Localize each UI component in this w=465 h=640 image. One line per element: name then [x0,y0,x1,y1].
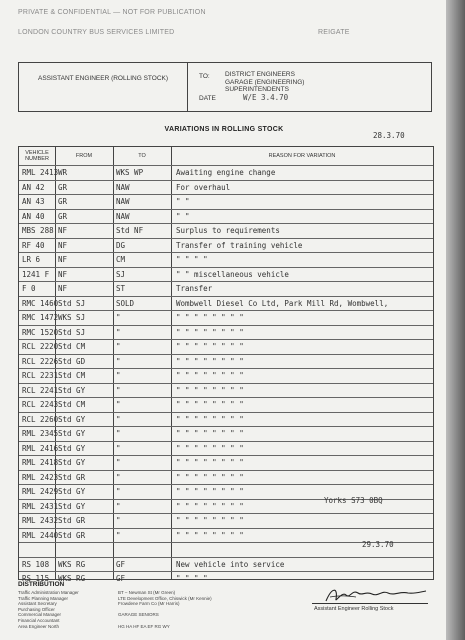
col-header-reason: REASON FOR VARIATION [268,153,336,159]
cell-vehicle: 1241 F [22,269,50,279]
company-name: LONDON COUNTRY BUS SERVICES LIMITED [18,29,175,36]
table-row [19,267,433,283]
cell-to: " [116,400,121,409]
table-row [19,441,433,457]
address-continuation: Yorks S73 0BQ [324,496,383,505]
col-header-vehicle: VEHICLE NUMBER [25,150,49,162]
table-row [19,571,433,586]
cell-to: " [116,501,121,511]
cell-from: Std GY [58,458,86,467]
cell-reason: " " " " " " " " [176,501,244,511]
cell-vehicle: RCL 2243 [22,400,59,409]
cell-from: Std GD [58,356,86,366]
cell-from: Std GY [58,414,86,424]
cell-from: GR [58,197,68,206]
table-row [19,194,433,210]
col-header-to: TO [138,153,146,159]
cell-to: NAW [116,197,130,206]
handwritten-date-lower: 29.3.70 [362,540,394,549]
cell-reason: " " " " " " " " [176,530,244,540]
table-header-row [19,147,433,166]
cell-vehicle: AN 42 [22,182,45,192]
cell-to: " [116,458,121,467]
cell-to: " [116,313,121,322]
cell-reason: " " " " " " " " [176,313,244,322]
col-header-from: FROM [75,153,93,159]
handwritten-date: 28.3.70 [373,131,405,140]
cell-from: Std SJ [58,298,86,308]
cell-from: NF [58,284,68,293]
cell-reason: " " [176,211,190,221]
table-row [19,238,433,254]
distribution-item: Traffic Planning Manager [18,595,69,601]
cell-to: GF [116,574,126,583]
table-row [19,383,433,399]
cell-to: " [116,443,121,453]
cell-vehicle: RML 2440 [22,530,59,540]
cell-reason: " " " " " " " " [176,414,244,424]
memo-to-line: DISTRICT ENGINEERS [225,71,295,78]
cell-vehicle: RCL 2226 [22,356,59,366]
table-row [19,310,433,326]
cell-reason: Transfer [176,284,213,293]
table-row [19,281,433,297]
cell-vehicle: RML 2432 [22,516,59,525]
distribution-item: Frowdene Farm Co (Mr Harris) [118,601,180,607]
cell-vehicle: RML 2345 [22,429,59,438]
cell-from: NF [58,255,68,264]
cell-reason: " " " " [176,255,208,264]
cell-to: SJ [116,269,126,279]
cell-from: NF [58,269,68,279]
cell-from: WR [58,168,68,177]
cell-vehicle: RF 40 [22,240,45,250]
memo-from: ASSISTANT ENGINEER (ROLLING STOCK) [37,75,169,82]
location: REIGATE [318,29,350,36]
cell-reason: " " " " " " " " [176,385,244,395]
cell-to: WKS WP [116,168,144,177]
signature-caption: Assistant Engineer Rolling Stock [314,606,394,612]
table-row [19,397,433,413]
cell-reason: Awaiting engine change [176,168,276,177]
table-row [19,252,433,268]
cell-to: ST [116,284,126,293]
signature-line [312,603,428,604]
cell-reason: New vehicle into service [176,559,285,569]
cell-reason: " " miscellaneous vehicle [176,269,289,279]
cell-to: " [116,487,121,496]
cell-from: Std SJ [58,327,86,337]
table-row [19,339,433,355]
cell-vehicle: RMC 1472 [22,313,59,322]
distribution-item: Traffic Administration Manager [18,590,79,595]
cell-from: Std GY [58,429,86,438]
distribution-item: HG HA HF EA EF RG WY [118,623,170,629]
cell-from: GR [58,182,68,192]
cell-vehicle: AN 43 [22,197,45,206]
cell-from: Std GY [58,443,86,453]
cell-to: GF [116,559,126,569]
distribution-title: DISTRIBUTION [18,581,65,588]
cell-to: " [116,414,121,424]
cell-to: " [116,516,121,525]
cell-reason: Wombwell Diesel Co Ltd, Park Mill Rd, Wombwell, [176,298,389,308]
cell-from: Std GR [58,530,86,540]
cell-reason: " " " " " " " " [176,443,244,453]
cell-to: CM [116,255,126,264]
cell-from: Std CM [58,400,86,409]
distribution-item: Assistant Secretary [18,601,57,607]
distribution-list-left [18,590,79,629]
distribution-item: Area Engineer North [18,623,60,629]
memo-date-label: DATE [199,95,216,102]
cell-reason: " " " " " " " " [176,356,244,366]
page-title: VARIATIONS IN ROLLING STOCK [164,126,284,133]
table-row [19,165,433,181]
distribution-item: LTE Development Office, Chiswick (Mr Kennie) [118,595,212,601]
table-row [19,368,433,384]
cell-to: " [116,385,121,395]
cell-from: Std CM [58,371,86,380]
cell-to: " [116,342,121,351]
table-row [19,557,433,573]
signature [322,585,428,605]
cell-vehicle: RMC 1460 [22,298,59,308]
table-row [19,296,433,312]
cell-from: WKS RG [58,574,86,583]
cell-reason: Transfer of training vehicle [176,240,303,250]
cell-to: NAW [116,211,130,221]
memo-to-line: SUPERINTENDENTS [225,86,289,93]
cell-reason: " " " " " " " " [176,487,244,496]
cell-vehicle: RML 2413 [22,168,59,177]
cell-vehicle: MBS 288 [22,226,54,235]
cell-vehicle: RMC 1520 [22,327,59,337]
table-row [19,412,433,428]
table-row [19,354,433,370]
cell-reason: " " " " [176,574,208,583]
table-row [19,470,433,486]
cell-reason: " " " " " " " " [176,327,244,337]
cell-vehicle: RCL 2260 [22,414,59,424]
cell-from: NF [58,240,68,250]
cell-vehicle: AN 40 [22,211,45,221]
cell-to: " [116,327,121,337]
table-row [19,426,433,442]
table-row [19,455,433,471]
memo-header [18,62,432,112]
cell-vehicle: RS 115 [22,574,50,583]
cell-from: NF [58,226,68,235]
cell-from: WKS RG [58,559,86,569]
cell-reason: " " [176,197,190,206]
table-row [19,223,433,239]
memo-to-label: TO: [199,73,210,80]
cell-from: Std GY [58,487,86,496]
cell-from: Std GR [58,516,86,525]
cell-vehicle: RCL 2220 [22,342,59,351]
cell-reason: " " " " " " " " [176,516,244,525]
cell-from: GR [58,211,68,221]
cell-to: " [116,429,121,438]
distribution-item: Financial Accountant [18,617,60,623]
page-edge-shadow [446,0,465,640]
cell-vehicle: RCL 2241 [22,385,59,395]
cell-vehicle: RML 2416 [22,443,59,453]
memo-to-line: GARAGE (ENGINEERING) [225,78,305,86]
cell-reason: " " " " " " " " [176,472,244,482]
cell-to: " [116,530,121,540]
memo-date-value: W/E 3.4.70 [243,93,289,102]
cell-to: DG [116,240,126,250]
cell-vehicle: RML 2418 [22,458,59,467]
distribution-item: BT – Newman St (Mr Green) [118,590,176,595]
cell-to: SOLD [116,298,135,308]
confidential-notice: PRIVATE & CONFIDENTIAL — NOT FOR PUBLICATION [18,9,206,16]
cell-reason: " " " " " " " " [176,458,244,467]
cell-from: Std CM [58,342,86,351]
distribution-item: Purchasing Officer [18,606,55,612]
table-row [19,325,433,341]
variations-table [18,146,434,583]
cell-vehicle: RML 2423 [22,472,59,482]
cell-vehicle: F 0 [22,284,36,293]
cell-from: WKS SJ [58,313,86,322]
table-row [19,513,433,529]
cell-from: Std GY [58,385,86,395]
cell-reason: Surplus to requirements [176,226,280,235]
cell-vehicle: RCL 2231 [22,371,59,380]
cell-reason: " " " " " " " " [176,342,244,351]
distribution-item: Commercial Manager [18,612,62,618]
cell-reason: " " " " " " " " [176,400,244,409]
cell-to: " [116,472,121,482]
cell-vehicle: RML 2431 [22,501,59,511]
cell-vehicle: RS 108 [22,559,50,569]
table-row [19,209,433,225]
cell-to: NAW [116,182,130,192]
cell-reason: " " " " " " " " [176,429,244,438]
memo-divider [187,63,188,111]
distribution-item: GARAGE SENIORS [118,612,159,618]
cell-to: " [116,371,121,380]
cell-reason: For overhaul [176,182,231,192]
cell-from: Std GY [58,501,86,511]
cell-reason: " " " " " " " " [176,371,244,380]
cell-to: Std NF [116,226,144,235]
cell-vehicle: RML 2429 [22,487,59,496]
distribution-list-right [118,590,212,629]
cell-from: Std GR [58,472,86,482]
table-row [19,180,433,196]
cell-to: " [116,356,121,366]
cell-vehicle: LR 6 [22,255,41,264]
